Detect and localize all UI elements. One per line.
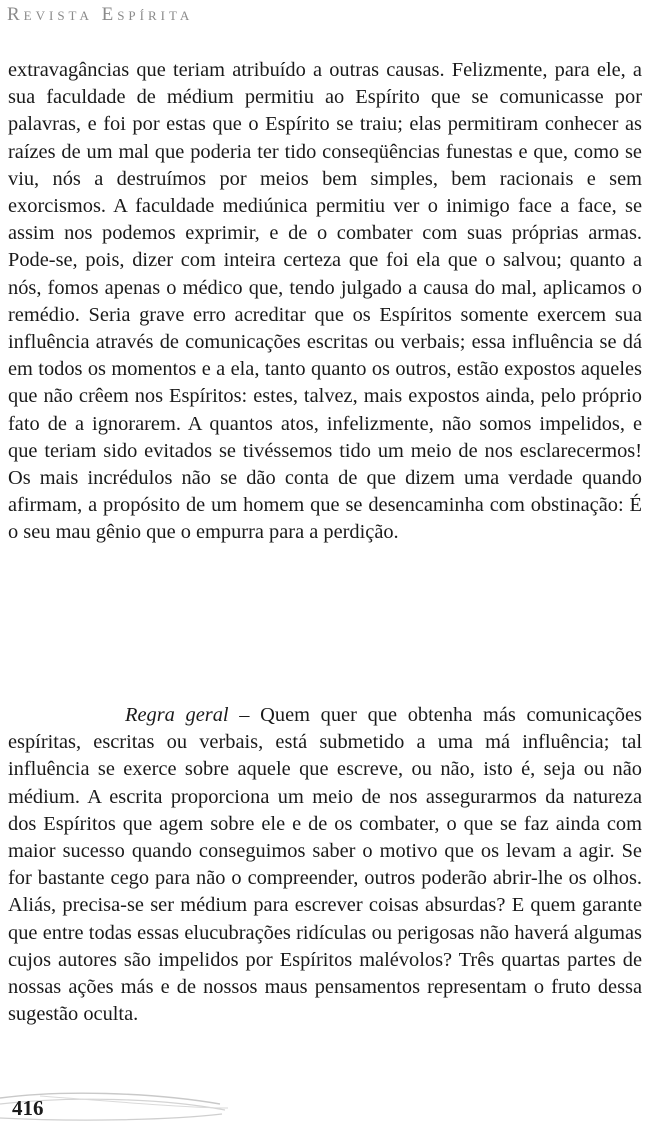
- body-paragraph-1: extravagâncias que teriam atribuído a outras causas. Felizmente, para ele, a sua faculdade de médium permitiu ao Espírito que se comunicasse por palavras, e foi por estas que o Espírito se traiu; elas permitiram conhecer as raízes de um mal que poderia ter tido conseqüências funestas e que, como se viu, nós a destruímos por meios bem simples, bem racionais e sem exorcismos. A faculdade mediúnica permitiu ver o inimigo face a face, se assim nos podemos exprimir, e de o combater com suas próprias armas. Pode-se, pois, dizer com inteira certeza que foi ela que o salvou; quanto a nós, fomos apenas o médico que, tendo julgado a causa do mal, aplicamos o remédio. Seria grave erro acreditar que os Espíritos somente exercem sua influência através de comunicações escritas ou verbais; essa influência se dá em todos os momentos e a ela, tanto quanto os outros, estão expostos aqueles que não crêem nos Espíritos: estes, talvez, mais expostos ainda, pelo próprio fato de a ignorarem. A quantos atos, infelizmente, não somos impelidos, e que teriam sido evitados se tivéssemos tido um meio de nos esclarecermos! Os mais incrédulos não se dão conta de que dizem uma verdade quando afirmam, a propósito de um homem que se desencaminha com obstinação: É o seu mau gênio que o empurra para a perdição.: [8, 59, 642, 544]
- page-number: 416: [12, 1096, 44, 1120]
- body-paragraph-2: [8, 702, 642, 1028]
- paragraph-lead-italic: Regra geral –: [125, 704, 250, 726]
- running-header: Revista Espírita: [7, 4, 194, 25]
- paragraph-2-text: Quem quer que obtenha más comunicações espíritas, escritas ou verbais, está submetido a uma má influência; tal influência se exerce sobre aquele que escreve, ou não, isto é, seja ou não médium. A escrita proporciona um meio de nos assegurarmos da natureza dos Espíritos que agem sobre ele e de os combater, o que se faz ainda com maior sucesso quando conseguimos saber o motivo que os levam a agir. Se for bastante cego para não o compreender, outros poderão abrir-lhe os olhos. Aliás, precisa-se ser médium para escrever coisas absurdas? E quem garante que entre todas essas elucubrações ridículas ou perigosas não haverá algumas cujos autores são impelidos por Espíritos malévolos? Três quartas partes de nossas ações más e de nossos maus pensamentos representam o fruto dessa sugestão oculta.: [8, 704, 642, 1026]
